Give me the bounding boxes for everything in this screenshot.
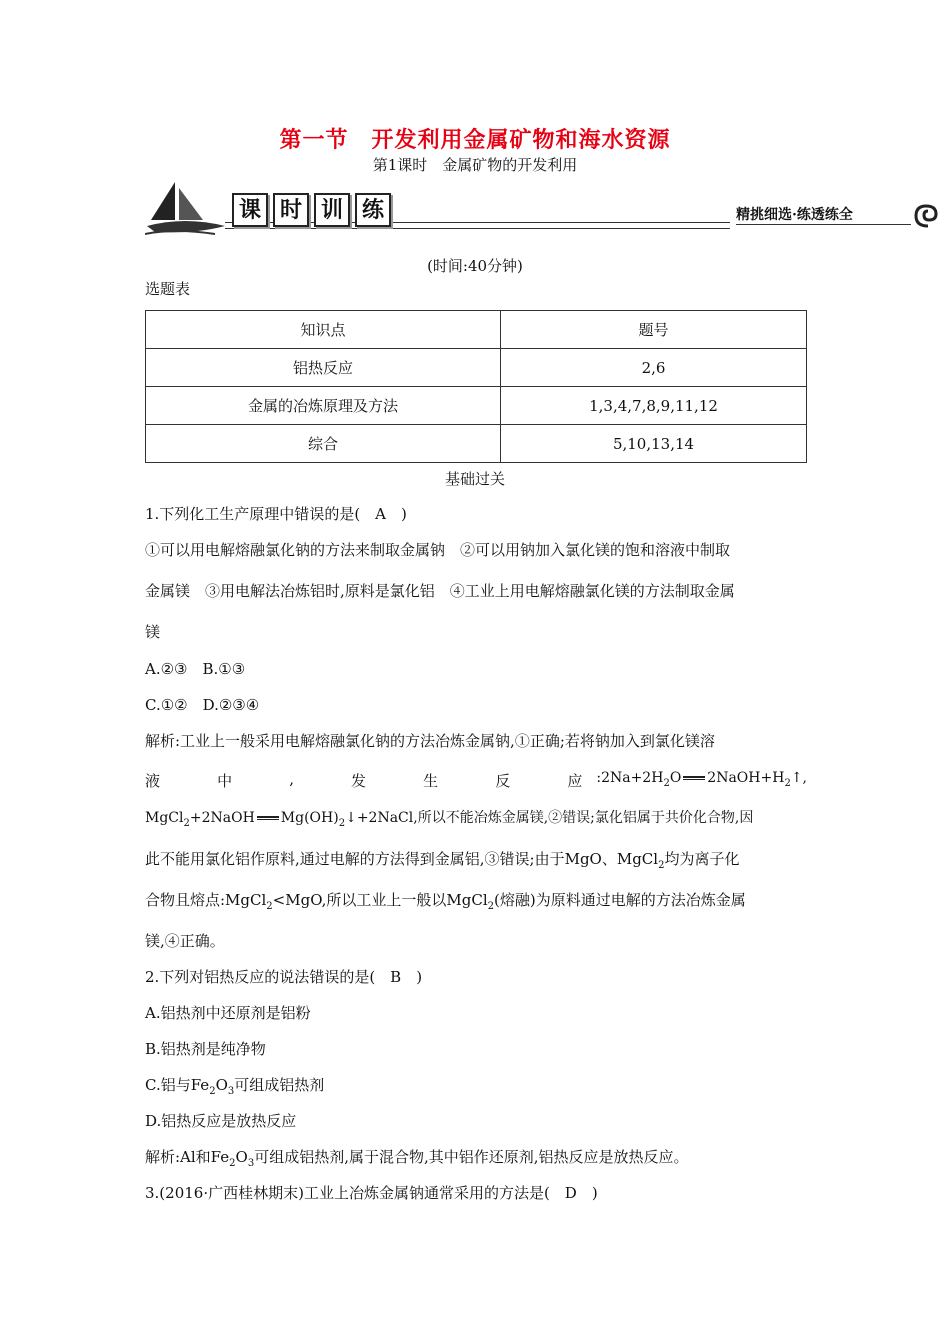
eq-text: ↑, (790, 770, 807, 786)
q3-stem: 3.(2016·广西桂林期末)工业上冶炼金属钠通常采用的方法是( D ) (145, 1184, 598, 1202)
eq-sub: 2 (784, 777, 791, 789)
text: C.铝与Fe (145, 1076, 210, 1094)
eq-text: +2NaOH (189, 810, 255, 826)
word: 液 (145, 772, 161, 790)
table-cell: 铝热反应 (146, 349, 501, 387)
eq-sub: 2 (209, 1086, 216, 1097)
text: 可组成铝热剂,属于混合物,其中铝作还原剂,铝热反应是放热反应。 (254, 1148, 689, 1166)
q2-stem: 2.下列对铝热反应的说法错误的是( B ) (145, 968, 423, 986)
word: 发 (351, 772, 367, 790)
page-title: 第一节 开发利用金属矿物和海水资源 (279, 127, 671, 153)
slogan-rule (736, 224, 911, 225)
q1-statement-line: ①可以用电解熔融氯化钠的方法来制取金属钠 ②可以用钠加入氯化镁的饱和溶液中制取 (145, 541, 731, 559)
text: 解析:Al和Fe (145, 1148, 230, 1166)
word: 应 (567, 772, 583, 790)
text: O (235, 1148, 248, 1166)
eq-text: :2Na+2H (596, 770, 664, 786)
swirl-icon (912, 200, 944, 230)
text: 可组成铝热剂 (234, 1076, 325, 1094)
eq-sub: 2 (658, 860, 665, 871)
word: 反 (495, 772, 511, 790)
q1-analysis-line: 镁,④正确。 (145, 932, 225, 950)
q1-options-ab: A.②③ B.①③ (145, 660, 246, 678)
eq-sub: 2 (266, 901, 273, 912)
table-header-cell: 题号 (501, 311, 807, 349)
table-header-cell: 知识点 (146, 311, 501, 349)
spaced-words (145, 770, 596, 791)
q1-stem: 1.下列化工生产原理中错误的是( A ) (145, 505, 407, 523)
banner-char: 训 (314, 193, 350, 227)
equals-sign (683, 776, 705, 780)
eq-sub: 3 (227, 1086, 235, 1097)
section-title: 基础过关 (444, 470, 505, 488)
banner-char: 时 (273, 193, 309, 227)
eq-sub: 2 (663, 777, 670, 789)
q1-analysis-line (145, 848, 739, 871)
banner-slogan: 精挑细选·练透练全 (736, 207, 853, 223)
q1-analysis-line: 解析:工业上一般采用电解熔融氯化钠的方法冶炼金属钠,①正确;若将钠加入到氯化镁溶 (145, 732, 715, 750)
q1-analysis-line (145, 807, 753, 829)
q1-statement-line: 金属镁 ③用电解法冶炼铝时,原料是氯化铝 ④工业上用电解熔融氯化镁的方法制取金属 (145, 582, 735, 600)
q1-analysis-equation (145, 770, 807, 791)
table-row (146, 387, 807, 425)
eq-sub: 3 (247, 1158, 255, 1169)
table-cell: 金属的冶炼原理及方法 (146, 387, 501, 425)
table-cell: 5,10,13,14 (501, 425, 807, 463)
q1-statement-line: 镁 (145, 623, 161, 641)
table-row (146, 425, 807, 463)
q2-option-b: B.铝热剂是纯净物 (145, 1040, 266, 1058)
word: 中 (217, 772, 233, 790)
q2-option-a: A.铝热剂中还原剂是铝粉 (145, 1004, 311, 1022)
eq-sub: 2 (229, 1158, 236, 1169)
q1-options-cd: C.①② D.②③④ (145, 696, 260, 714)
text: (熔融)为原料通过电解的方法冶炼金属 (494, 891, 746, 909)
q1-analysis-line (145, 889, 746, 912)
equation-1 (596, 770, 807, 791)
word: , (289, 770, 294, 788)
eq-text: 2NaOH+H (707, 770, 785, 786)
text: <MgO,所以工业上一般以MgCl (272, 891, 488, 909)
table-cell: 1,3,4,7,8,9,11,12 (501, 387, 807, 425)
text: 均为离子化 (664, 850, 740, 868)
text: 此不能用氯化铝作原料,通过电解的方法得到金属铝,③错误;由于MgO、MgCl (145, 850, 659, 868)
text: 合物且熔点:MgCl (145, 891, 267, 909)
table-cell: 2,6 (501, 349, 807, 387)
topic-table (145, 310, 807, 463)
table-header-row (146, 311, 807, 349)
lesson-subtitle: 第1课时 金属矿物的开发利用 (372, 156, 578, 174)
q2-option-d: D.铝热反应是放热反应 (145, 1112, 297, 1130)
eq-sub: 2 (487, 901, 494, 912)
time-note: (时间:40分钟) (427, 257, 523, 275)
banner-title (232, 193, 391, 227)
eq-text: MgCl (145, 810, 184, 826)
banner-char: 课 (232, 193, 268, 227)
eq-sub: 2 (183, 817, 190, 829)
eq-text: Mg(OH) (280, 810, 339, 826)
q2-analysis (145, 1146, 689, 1169)
eq-text: O (669, 770, 682, 786)
banner-char: 练 (355, 193, 391, 227)
word: 生 (423, 772, 439, 790)
table-cell: 综合 (146, 425, 501, 463)
q2-option-c (145, 1074, 324, 1097)
table-row (146, 349, 807, 387)
eq-text: ↓+2NaCl,所以不能冶炼金属镁,②错误;氯化铝属于共价化合物,因 (345, 810, 754, 826)
equals-sign (257, 816, 279, 820)
text: O (215, 1076, 228, 1094)
table-label: 选题表 (145, 280, 191, 298)
eq-sub: 2 (338, 817, 346, 829)
